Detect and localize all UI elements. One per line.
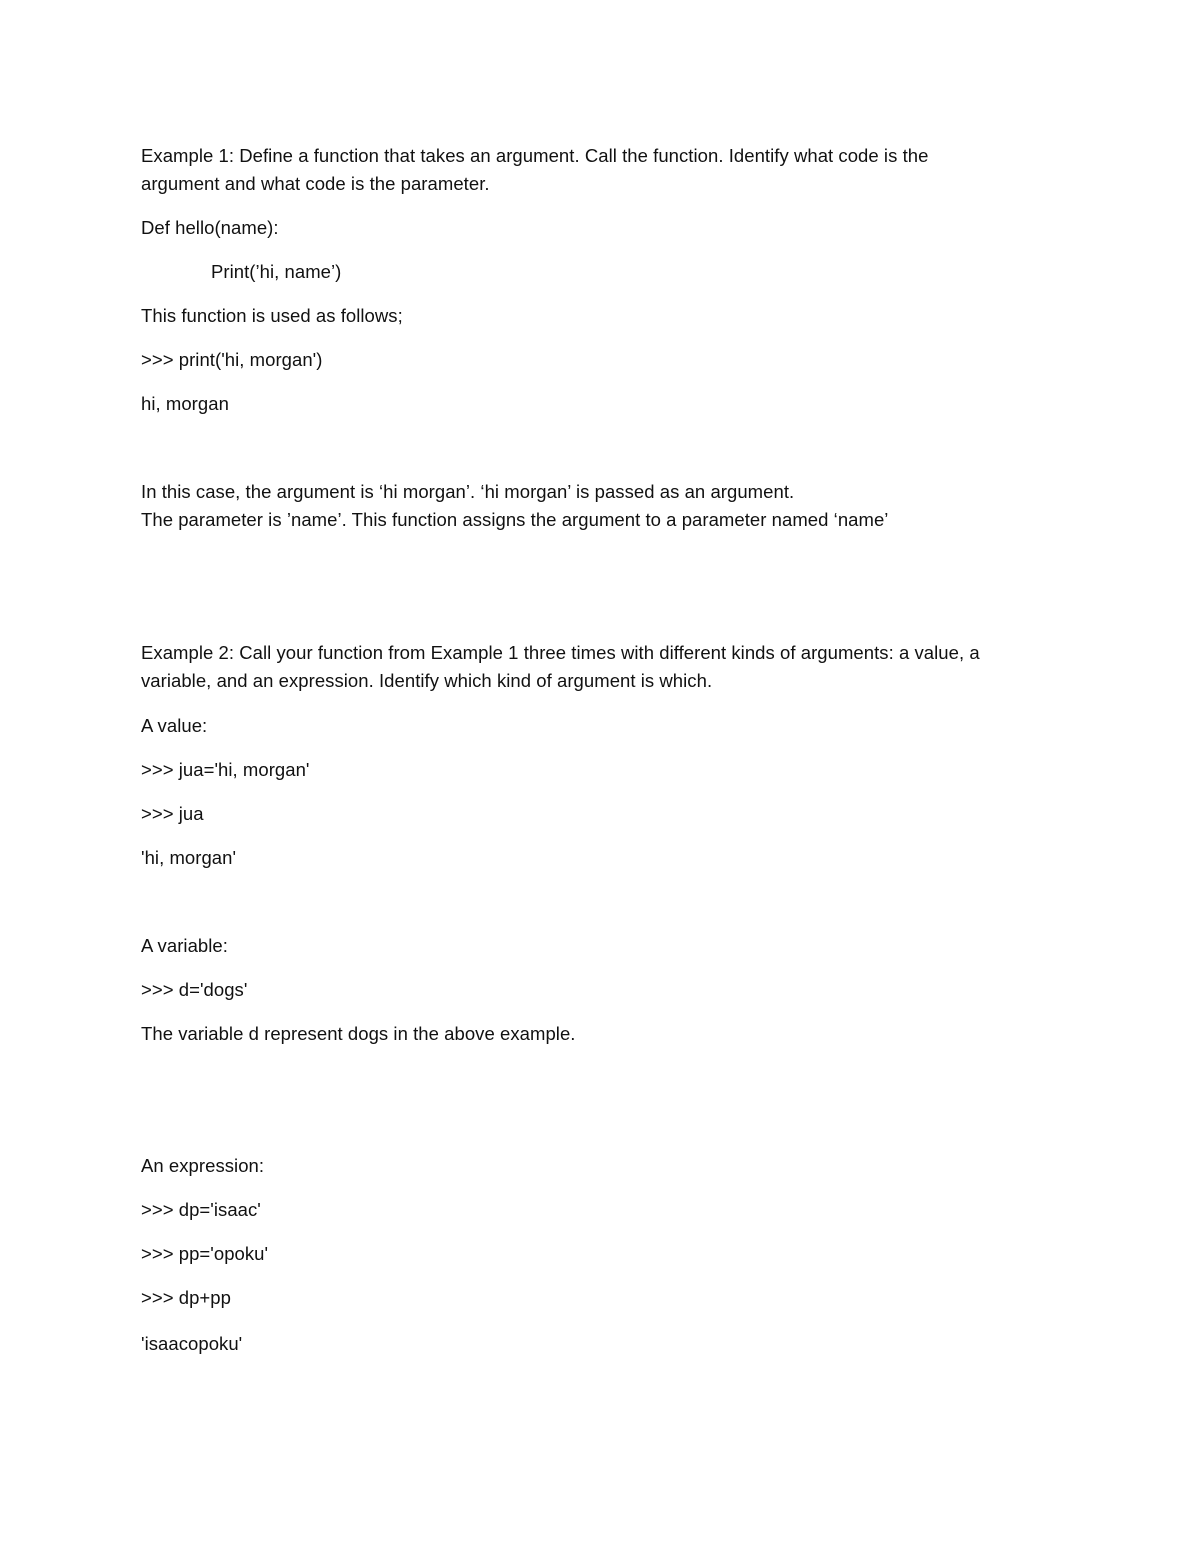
usage-output-line: hi, morgan [141, 393, 229, 414]
value-code-line2: >>> jua [141, 803, 204, 824]
expression-code-line2: >>> pp='opoku' [141, 1243, 269, 1264]
expression-output-line: 'isaacopoku' [141, 1333, 243, 1354]
example1-prompt-line2: argument and what code is the parameter. [141, 173, 490, 194]
usage-call-line: >>> print('hi, morgan') [141, 349, 323, 370]
example2-prompt-line2: variable, and an expression. Identify which kind of argument is which. [141, 670, 713, 691]
example1-prompt-line1: Example 1: Define a function that takes an argument. Call the function. Identify what code is the [141, 145, 929, 166]
expression-code-line1: >>> dp='isaac' [141, 1199, 261, 1220]
explanation-line2: The parameter is ’name’. This function assigns the argument to a parameter named ‘name’ [141, 509, 889, 530]
usage-intro: This function is used as follows; [141, 305, 403, 326]
code-body-line: Print(’hi, name’) [211, 261, 342, 282]
value-heading: A value: [141, 715, 208, 736]
explanation-line1: In this case, the argument is ‘hi morgan’. ‘hi morgan’ is passed as an argument. [141, 481, 795, 502]
value-code-line1: >>> jua='hi, morgan' [141, 759, 310, 780]
expression-heading: An expression: [141, 1155, 265, 1176]
variable-note: The variable d represent dogs in the above example. [141, 1023, 576, 1044]
variable-code-line: >>> d='dogs' [141, 979, 248, 1000]
example2-prompt-line1: Example 2: Call your function from Example 1 three times with different kinds of arguments: a value, a [141, 642, 980, 663]
value-output-line: 'hi, morgan' [141, 847, 237, 868]
expression-code-line3: >>> dp+pp [141, 1287, 231, 1308]
code-def-line: Def hello(name): [141, 217, 279, 238]
variable-heading: A variable: [141, 935, 228, 956]
